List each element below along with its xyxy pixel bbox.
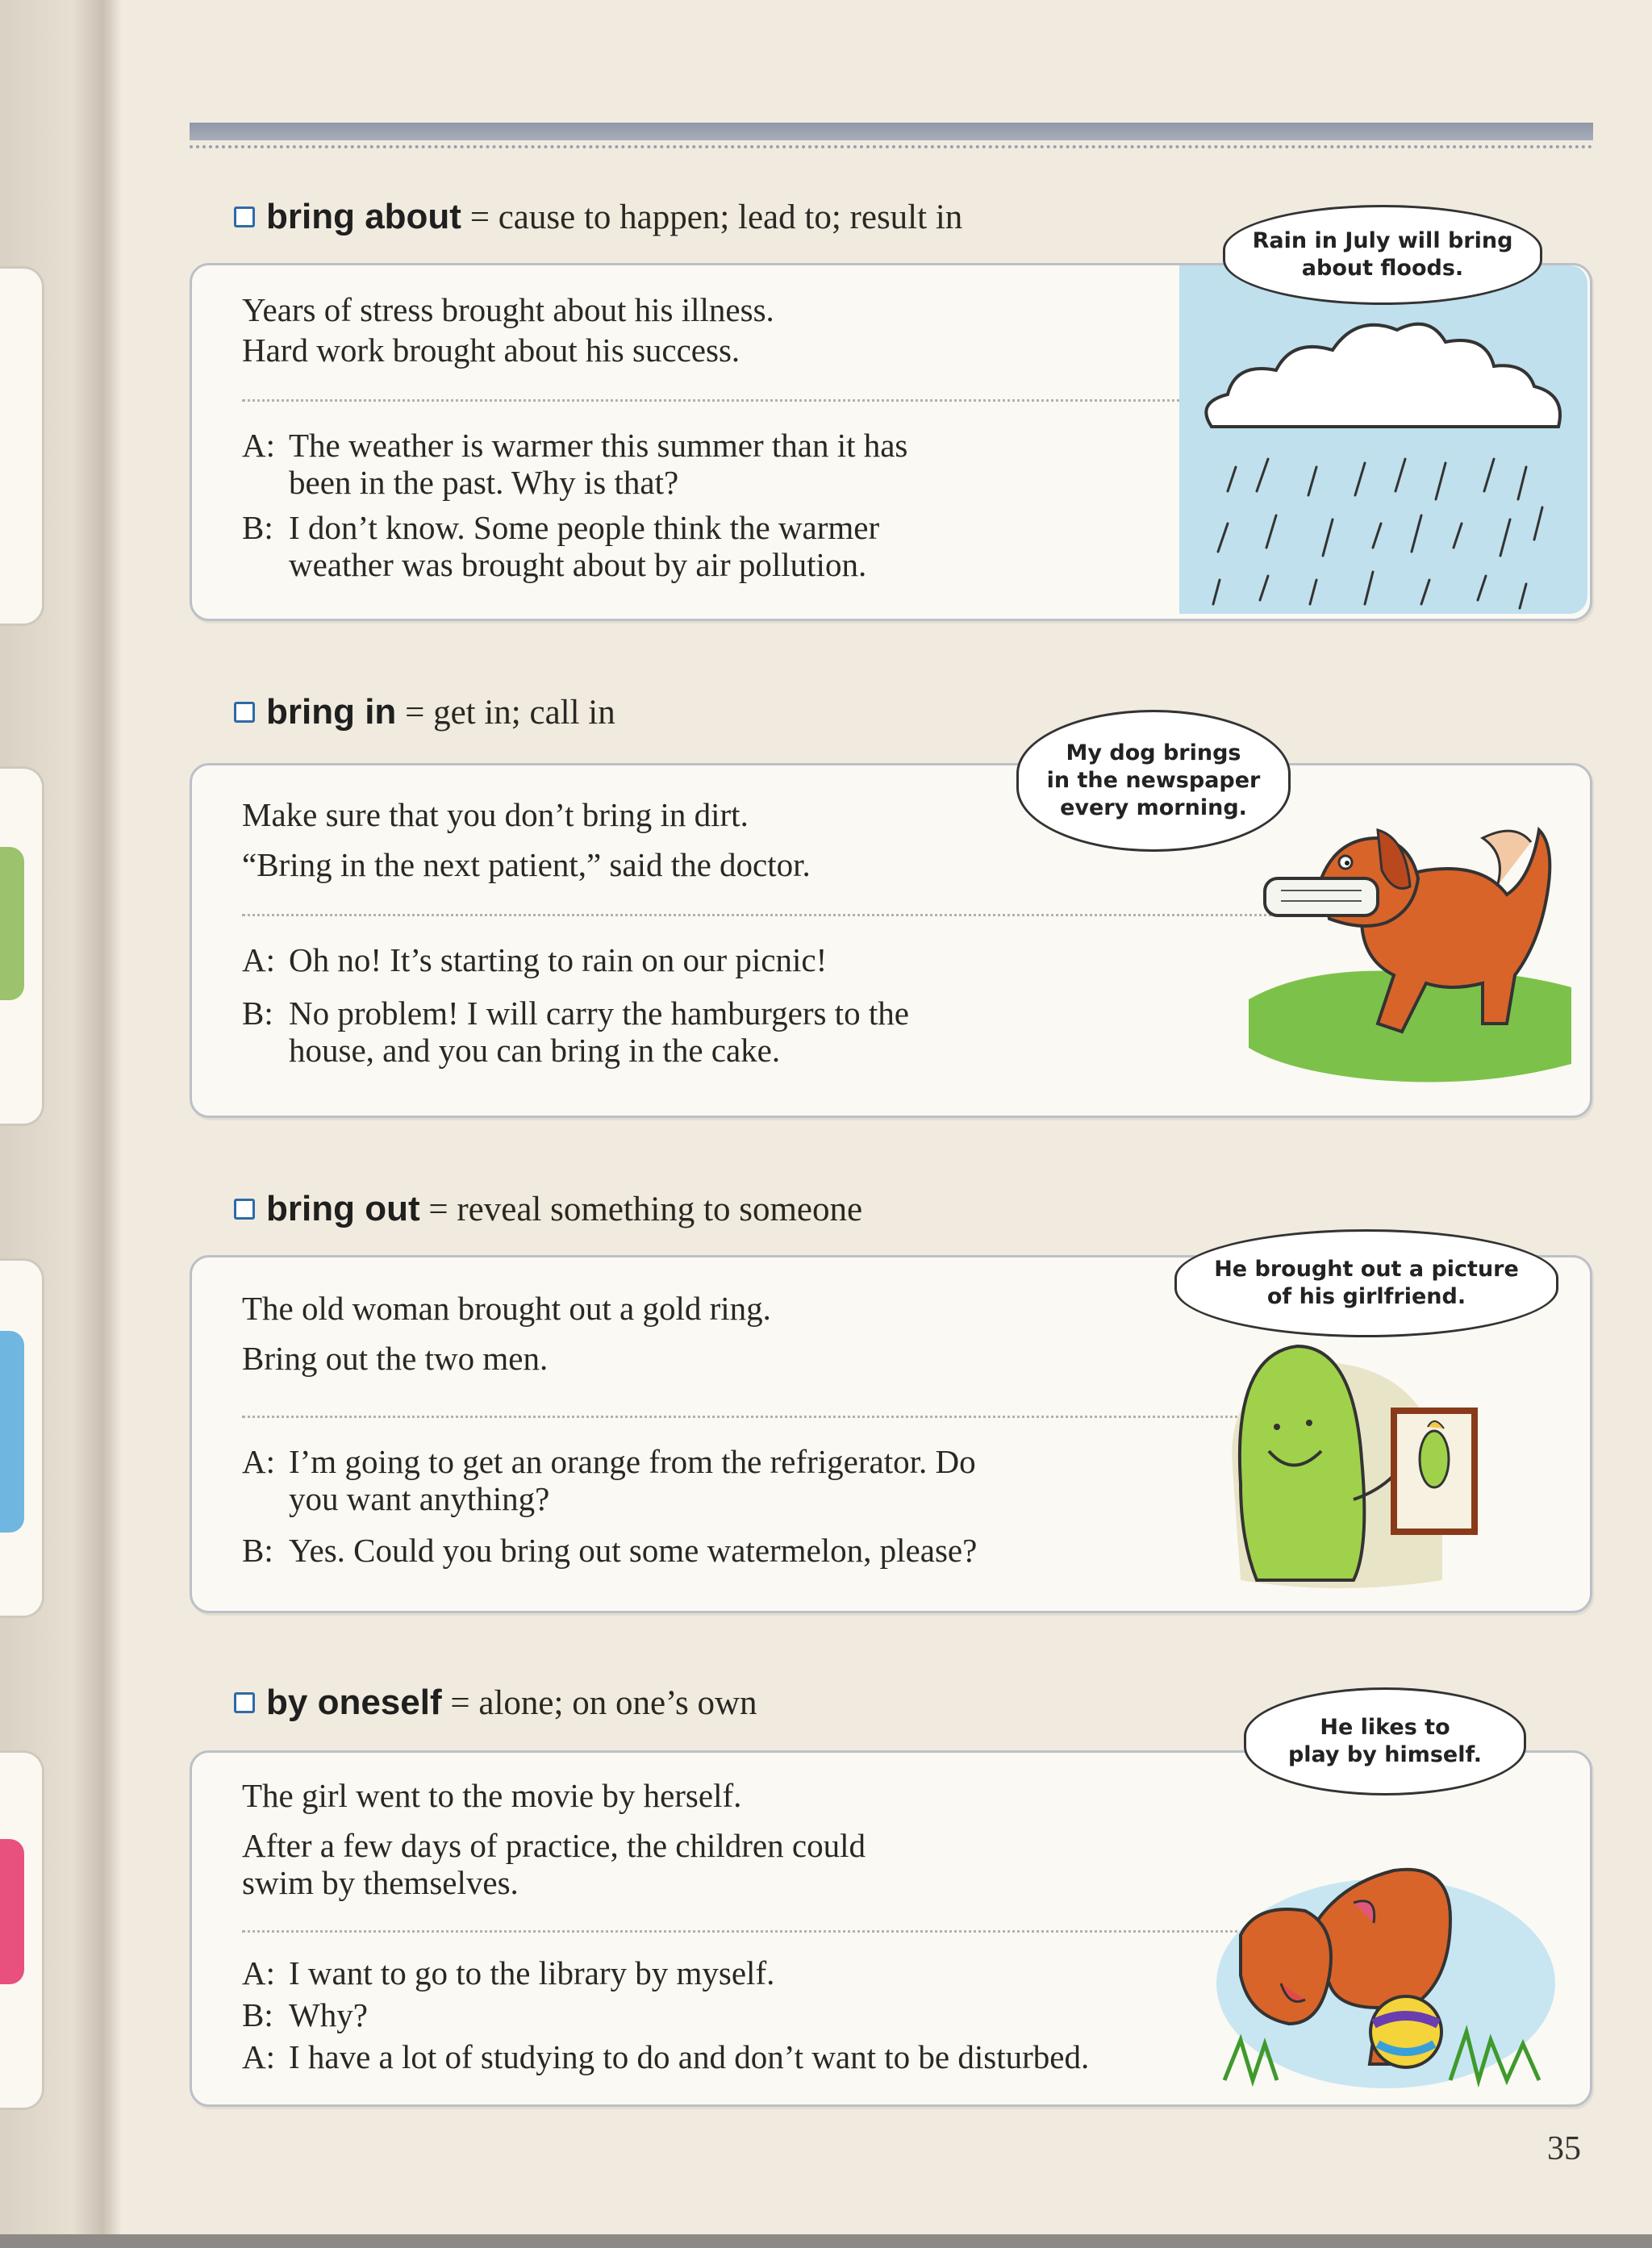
dialog-text: Oh no! It’s starting to rain on our picnic! [289, 941, 828, 978]
dialog-line [242, 427, 907, 501]
entry-term: by oneself [266, 1683, 442, 1722]
bubble-text: of his girlfriend. [1266, 1284, 1466, 1309]
speech-bubble [1223, 205, 1542, 305]
speaker-label: B: [242, 509, 273, 546]
picture-illustration [1216, 1338, 1555, 1596]
page-bottom-edge [0, 2234, 1652, 2248]
dotted-separator [242, 399, 1283, 402]
speaker-label: B: [242, 995, 273, 1032]
speaker-label: A: [242, 1443, 275, 1480]
entry-heading [234, 1189, 862, 1229]
dog-newspaper-illustration [1241, 782, 1579, 1096]
bubble-text: He likes to [1320, 1715, 1450, 1740]
entry-definition: = get in; call in [405, 694, 615, 732]
dialog-text: I want to go to the library by myself. [289, 1954, 775, 1992]
dialog-line [242, 1443, 976, 1517]
speaker-label: A: [242, 1954, 275, 1992]
dialog-line [242, 941, 827, 978]
entry-card [190, 263, 1592, 621]
bubble-text: about floods. [1301, 256, 1464, 281]
speaker-label: B: [242, 1996, 273, 2033]
entry-definition: = cause to happen; lead to; result in [469, 198, 963, 236]
example-sentence: Hard work brought about his success. [242, 332, 740, 369]
prev-page-tab [0, 266, 44, 626]
speaker-label: B: [242, 1532, 273, 1569]
checkbox-icon[interactable] [234, 206, 255, 227]
speaker-label: A: [242, 2038, 275, 2075]
dialog-text: weather was brought about by air pollution. [289, 546, 867, 583]
dialog-text: been in the past. Why is that? [289, 464, 679, 501]
dialog-text: Why? [289, 1996, 368, 2033]
dialog-line [242, 1996, 368, 2033]
entry-definition: = reveal something to someone [428, 1191, 863, 1228]
dialog-line [242, 1954, 774, 1992]
entry-term: bring in [266, 692, 397, 732]
example-sentence: Years of stress brought about his illness. [242, 291, 774, 328]
dialog-text: Yes. Could you bring out some watermelon, please? [289, 1532, 978, 1569]
speech-bubble [1174, 1229, 1558, 1337]
header-dotted-rule [190, 145, 1593, 148]
entry-card [190, 1750, 1592, 2107]
dotted-separator [242, 1930, 1283, 1933]
speaker-label: A: [242, 427, 275, 464]
bubble-text: My dog brings [1066, 740, 1241, 765]
dog-ball-illustration [1208, 1822, 1563, 2088]
entry-card [190, 763, 1592, 1118]
dialog-line [242, 2038, 1089, 2075]
bubble-text: in the newspaper [1046, 768, 1261, 793]
example-sentence: The old woman brought out a gold ring. [242, 1290, 771, 1327]
speech-bubble [1244, 1687, 1526, 1795]
dialog-line [242, 509, 879, 583]
dialog-text: I don’t know. Some people think the warmer [289, 509, 880, 546]
header-bar [190, 123, 1593, 140]
prev-page-illustration [0, 1331, 24, 1533]
checkbox-icon[interactable] [234, 1692, 255, 1713]
dialog-text: you want anything? [289, 1480, 550, 1517]
entry-heading [234, 1683, 757, 1723]
entry-heading [234, 197, 962, 237]
example-sentence: After a few days of practice, the children could [242, 1827, 866, 1864]
speaker-label: A: [242, 941, 275, 978]
entry-term: bring about [266, 197, 461, 236]
dialog-line [242, 1532, 977, 1569]
dialog-text: No problem! I will carry the hamburgers to the [289, 995, 909, 1032]
bubble-text: He brought out a picture [1214, 1257, 1519, 1282]
checkbox-icon[interactable] [234, 1199, 255, 1220]
entry-term: bring out [266, 1189, 420, 1228]
entry-heading [234, 692, 615, 732]
dialog-text: I have a lot of studying to do and don’t want to be disturbed. [289, 2038, 1090, 2075]
bubble-text: every morning. [1060, 795, 1247, 820]
bubble-text: play by himself. [1287, 1742, 1483, 1767]
rain-cloud-illustration [1179, 265, 1587, 614]
checkbox-icon[interactable] [234, 702, 255, 723]
dialog-text: The weather is warmer this summer than it has [289, 427, 908, 464]
bubble-text: Rain in July will bring [1252, 228, 1513, 253]
dialog-text: house, and you can bring in the cake. [289, 1032, 781, 1069]
example-sentence: The girl went to the movie by herself. [242, 1777, 742, 1814]
dotted-separator [242, 1416, 1283, 1418]
dialog-line [242, 995, 909, 1069]
dotted-separator [242, 914, 1283, 916]
page-number: 35 [1547, 2130, 1581, 2167]
entry-definition: = alone; on one’s own [450, 1684, 757, 1722]
prev-page-illustration [0, 1839, 24, 1984]
example-sentence: “Bring in the next patient,” said the doctor. [242, 846, 811, 883]
dialog-text: I’m going to get an orange from the refrigerator. Do [289, 1443, 976, 1480]
speech-bubble [1016, 710, 1291, 852]
example-sentence: Bring out the two men. [242, 1340, 549, 1377]
example-sentence: swim by themselves. [242, 1864, 519, 1901]
example-sentence: Make sure that you don’t bring in dirt. [242, 796, 749, 833]
prev-page-illustration [0, 847, 24, 1000]
